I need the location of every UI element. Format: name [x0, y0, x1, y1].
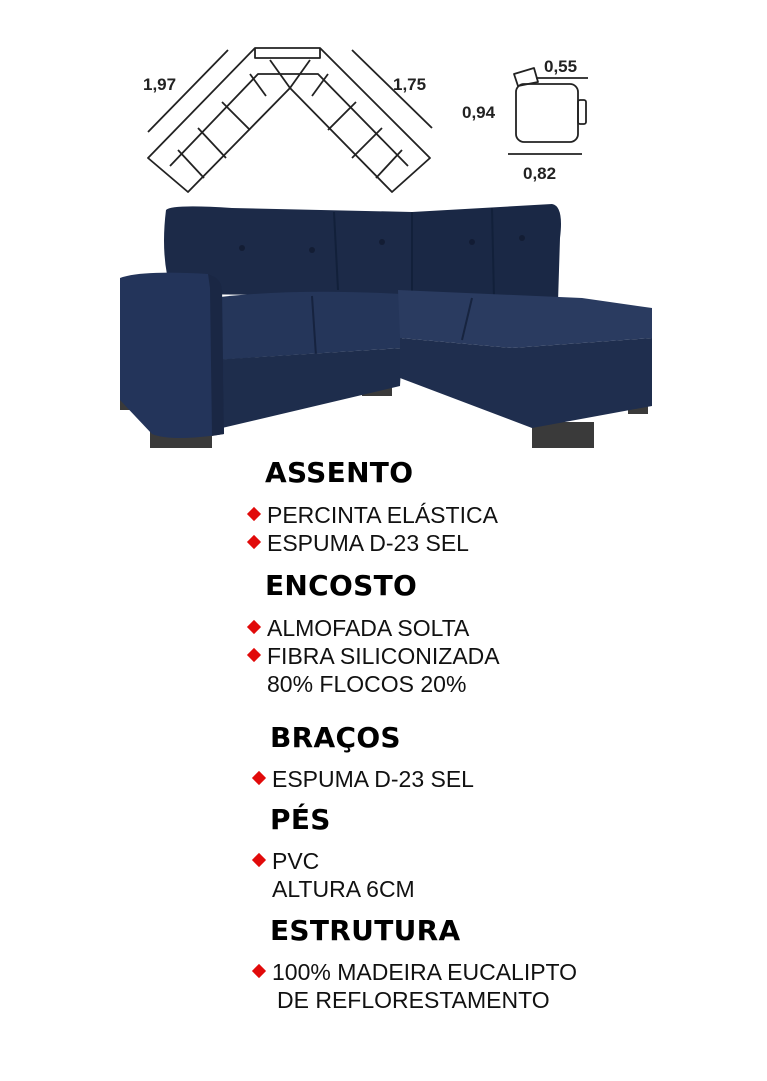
dimension-arm-height: 0,55: [544, 57, 578, 76]
spec-item: FIBRA SILICONIZADA: [267, 643, 500, 669]
spec-item: ESPUMA D-23 SEL: [267, 530, 469, 556]
bullet-icon: [247, 648, 261, 662]
bullet-icon: [247, 535, 261, 549]
spec-item: PVC: [272, 848, 320, 874]
dimension-depth: 0,94: [462, 103, 496, 122]
dimension-width: 0,82: [523, 164, 557, 183]
section-title-encosto: ENCOSTO: [265, 569, 418, 602]
spec-item: 80% FLOCOS 20%: [267, 671, 467, 697]
section-title-pes: PÉS: [270, 803, 331, 836]
spec-item: 100% MADEIRA EUCALIPTO: [272, 959, 578, 985]
section-title-bracos: BRAÇOS: [270, 721, 401, 754]
spec-item: PERCINTA ELÁSTICA: [267, 502, 498, 528]
dimension-right-length: 1,75: [393, 75, 427, 94]
bullet-icon: [252, 771, 266, 785]
section-title-estrutura: ESTRUTURA: [270, 914, 461, 947]
section-title-assento: ASSENTO: [265, 456, 414, 489]
sofa-top-view-diagram: [140, 40, 440, 200]
bullet-icon: [247, 507, 261, 521]
spec-item: DE REFLORESTAMENTO: [277, 987, 550, 1013]
spec-item: ALMOFADA SOLTA: [267, 615, 470, 641]
bullet-icon: [247, 620, 261, 634]
spec-item: ESPUMA D-23 SEL: [272, 766, 474, 792]
dimension-left-length: 1,97: [143, 75, 177, 94]
sofa-product-image: [112, 198, 660, 454]
bullet-icon: [252, 964, 266, 978]
bullet-icon: [252, 853, 266, 867]
spec-item: ALTURA 6CM: [272, 876, 415, 902]
